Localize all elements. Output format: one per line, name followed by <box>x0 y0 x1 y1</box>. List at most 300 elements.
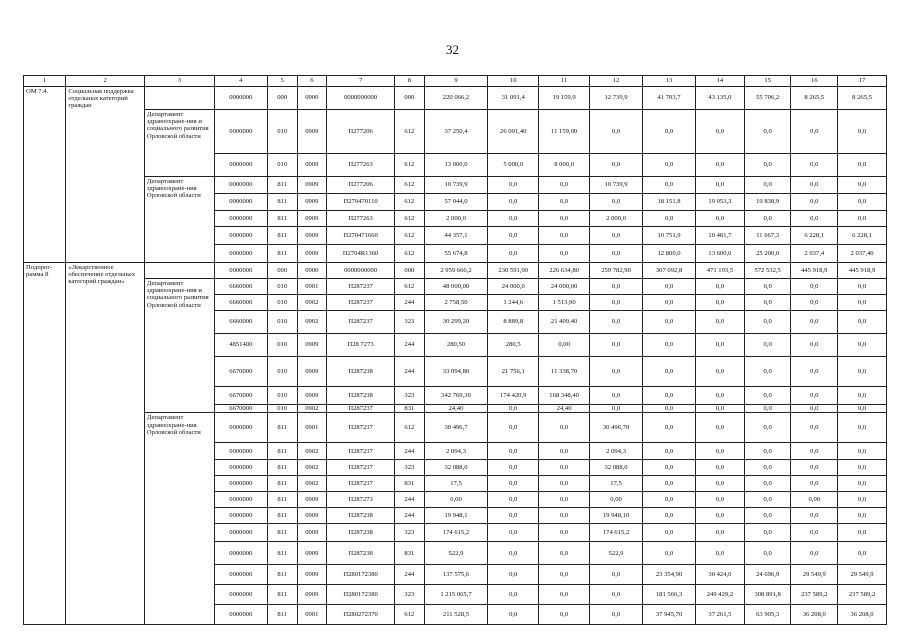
table-cell: 11 159,00 <box>539 110 590 154</box>
table-cell: 0,0 <box>838 524 887 542</box>
table-cell: 0000000 <box>214 263 267 279</box>
table-cell: 0,0 <box>539 227 590 245</box>
table-cell: 0,0 <box>539 413 590 443</box>
table-cell: 811 <box>267 211 297 227</box>
table-cell: 211 528,5 <box>424 605 488 625</box>
table-cell: 19 159,0 <box>539 87 590 110</box>
table-cell: 308 891,8 <box>744 585 791 605</box>
table-cell: 000 <box>395 87 425 110</box>
table-cell: 0,0 <box>488 245 539 263</box>
table-cell: 0,0 <box>696 460 745 476</box>
table-cell: П287237 <box>327 279 395 295</box>
table-cell: 0,0 <box>696 279 745 295</box>
table-cell: П277206 <box>327 110 395 154</box>
table-cell: 0000000 <box>214 194 267 211</box>
table-cell: 181 566,3 <box>643 585 696 605</box>
table-cell: 21 756,1 <box>488 357 539 387</box>
table-cell: 811 <box>267 476 297 492</box>
table-cell: 0000000 <box>214 476 267 492</box>
table-cell: 0000000 <box>214 443 267 460</box>
table-cell: 0,0 <box>539 460 590 476</box>
table-cell: 0,0 <box>488 542 539 565</box>
table-cell: 244 <box>395 357 425 387</box>
table-cell: 0,0 <box>488 605 539 625</box>
table-cell: 0909 <box>297 177 327 194</box>
table-cell: 1 513,90 <box>539 295 590 311</box>
table-cell: 0,0 <box>838 295 887 311</box>
table-cell: 0909 <box>297 492 327 508</box>
table-cell: 0,0 <box>838 405 887 413</box>
table-cell: 0,0 <box>696 154 745 177</box>
table-cell: 0,0 <box>539 245 590 263</box>
table-cell: П270470110 <box>327 194 395 211</box>
table-cell: П287238 <box>327 508 395 524</box>
table-cell: 0,0 <box>791 110 838 154</box>
table-cell: 0,0 <box>838 154 887 177</box>
table-cell: 11 338,70 <box>539 357 590 387</box>
table-cell: 0909 <box>297 565 327 585</box>
table-cell: 4851400 <box>214 334 267 357</box>
table-cell: 811 <box>267 245 297 263</box>
table-cell: 0,0 <box>590 110 643 154</box>
table-cell: 0,0 <box>838 357 887 387</box>
table-cell: П287273 <box>327 492 395 508</box>
table-cell: 811 <box>267 565 297 585</box>
table-cell: 0,0 <box>791 476 838 492</box>
table-cell: 17,5 <box>424 476 488 492</box>
table-cell: 6 228,1 <box>791 227 838 245</box>
table-cell: 0,0 <box>744 492 791 508</box>
table-cell: 811 <box>267 524 297 542</box>
table-cell: 0,00 <box>424 492 488 508</box>
table-cell: 0909 <box>297 211 327 227</box>
table-cell: 811 <box>267 413 297 443</box>
table-cell: 010 <box>267 279 297 295</box>
table-cell: 1 215 065,7 <box>424 585 488 605</box>
table-cell: 0,0 <box>791 279 838 295</box>
table-cell: 0,0 <box>744 443 791 460</box>
table-cell: 0,0 <box>488 443 539 460</box>
table-cell: 137 575,6 <box>424 565 488 585</box>
table-cell: 0,0 <box>791 405 838 413</box>
table-cell: 32 088,0 <box>424 460 488 476</box>
column-number: 14 <box>696 76 745 87</box>
table-cell: 0000000 <box>214 565 267 585</box>
table-cell: 10 739,9 <box>424 177 488 194</box>
table-cell: 831 <box>395 542 425 565</box>
table-cell: 0,0 <box>488 227 539 245</box>
table-cell: 43 135,0 <box>696 87 745 110</box>
table-cell: 0000000 <box>214 154 267 177</box>
table-cell: П277263 <box>327 154 395 177</box>
section-name: «Лекарственное обеспечение отдельных категорий граждан» <box>66 263 144 625</box>
table-cell: 0,0 <box>590 227 643 245</box>
table-cell: 30 299,20 <box>424 311 488 334</box>
table-cell: 0,0 <box>838 211 887 227</box>
table-cell: 25 200,0 <box>744 245 791 263</box>
table-cell: 8 265,5 <box>838 87 887 110</box>
table-cell: 11 667,3 <box>744 227 791 245</box>
table-cell: 10 739,9 <box>590 177 643 194</box>
table-cell: 0,0 <box>590 405 643 413</box>
table-cell: 0,0 <box>744 405 791 413</box>
table-cell: 30 496,7 <box>424 413 488 443</box>
table-cell: 0,0 <box>488 177 539 194</box>
table-cell: 37 945,70 <box>643 605 696 625</box>
table-cell: 612 <box>395 194 425 211</box>
table-cell: 0,0 <box>643 460 696 476</box>
column-number: 3 <box>144 76 214 87</box>
table-cell: 0,0 <box>791 194 838 211</box>
table-row <box>24 110 887 154</box>
table-cell: 0,0 <box>791 443 838 460</box>
column-number: 16 <box>791 76 838 87</box>
table-cell: 0,0 <box>643 154 696 177</box>
table-cell: 29 549,9 <box>838 565 887 585</box>
table-cell: 24 000,00 <box>539 279 590 295</box>
table-cell: 010 <box>267 295 297 311</box>
table-cell: 0,0 <box>643 295 696 311</box>
table-cell: П287237 <box>327 443 395 460</box>
table-cell: 0901 <box>297 279 327 295</box>
table-cell: 811 <box>267 194 297 211</box>
column-number: 15 <box>744 76 791 87</box>
table-cell: 0,0 <box>696 524 745 542</box>
column-number: 6 <box>297 76 327 87</box>
table-cell: 323 <box>395 311 425 334</box>
table-cell: 0000000 <box>214 227 267 245</box>
table-cell: 0,0 <box>791 387 838 405</box>
table-cell: П280172380 <box>327 565 395 585</box>
table-cell: 445 918,9 <box>838 263 887 279</box>
table-cell: 0000000 <box>214 211 267 227</box>
table-cell: 0909 <box>297 110 327 154</box>
table-cell: 0,0 <box>791 295 838 311</box>
table-cell: 0,0 <box>744 211 791 227</box>
table-cell: 0,0 <box>590 295 643 311</box>
table-cell: 323 <box>395 387 425 405</box>
table-cell: 0,0 <box>696 413 745 443</box>
table-cell: 19 838,9 <box>744 194 791 211</box>
table-cell: 174 615,2 <box>590 524 643 542</box>
table-cell: 0,0 <box>838 311 887 334</box>
table-cell: 0,0 <box>791 334 838 357</box>
table-cell: 010 <box>267 154 297 177</box>
column-number: 8 <box>395 76 425 87</box>
table-cell: 0000000 <box>214 524 267 542</box>
table-cell: 17,5 <box>590 476 643 492</box>
table-cell: 30 496,70 <box>590 413 643 443</box>
table-cell: 0,0 <box>488 585 539 605</box>
table-cell: 2 037,40 <box>838 245 887 263</box>
table-cell: 811 <box>267 443 297 460</box>
table-cell: 12 800,0 <box>643 245 696 263</box>
table-cell: 8 265,5 <box>791 87 838 110</box>
table-cell: 0,0 <box>838 334 887 357</box>
table-cell: 0,0 <box>539 443 590 460</box>
table-cell: 0909 <box>297 585 327 605</box>
table-cell: 0,0 <box>539 565 590 585</box>
table-row <box>24 413 887 443</box>
table-cell: 0,0 <box>539 508 590 524</box>
table-cell: 0000000 <box>214 605 267 625</box>
table-cell: П280272370 <box>327 605 395 625</box>
executor-cell: Департамент здравоохране-ния Орловской области <box>144 413 214 625</box>
table-cell: 48 000,00 <box>424 279 488 295</box>
table-cell: 0,0 <box>696 295 745 311</box>
table-cell: 0,0 <box>744 387 791 405</box>
table-cell: 811 <box>267 177 297 194</box>
table-cell: 244 <box>395 565 425 585</box>
table-cell: 32 088,0 <box>590 460 643 476</box>
table-cell: 0,0 <box>643 387 696 405</box>
table-cell: 0,0 <box>590 279 643 295</box>
table-cell: 572 532,5 <box>744 263 791 279</box>
table-cell: 0,0 <box>696 177 745 194</box>
table-cell: 0000000000 <box>327 263 395 279</box>
table-cell: 24 000,0 <box>488 279 539 295</box>
table-cell: 0,0 <box>744 279 791 295</box>
table-cell: 0,0 <box>643 492 696 508</box>
table-cell: 0000000 <box>214 585 267 605</box>
table-cell: 24,40 <box>539 405 590 413</box>
column-number: 4 <box>214 76 267 87</box>
table-cell: 5 000,0 <box>488 154 539 177</box>
table-cell: П287237 <box>327 476 395 492</box>
table-cell: 0,0 <box>791 524 838 542</box>
column-number: 2 <box>66 76 144 87</box>
table-cell: 0,0 <box>838 542 887 565</box>
table-cell: 0,0 <box>590 357 643 387</box>
table-cell: 18 151,8 <box>643 194 696 211</box>
table-cell: П280172380 <box>327 585 395 605</box>
table-cell: 0,0 <box>744 295 791 311</box>
table-cell: 0,0 <box>838 492 887 508</box>
table-cell: 8 000,0 <box>539 154 590 177</box>
table-cell: 0,0 <box>791 211 838 227</box>
column-number: 5 <box>267 76 297 87</box>
table-cell: 0000000 <box>214 413 267 443</box>
table-cell: 0,0 <box>539 492 590 508</box>
table-cell: 0,0 <box>791 177 838 194</box>
table-cell: 811 <box>267 508 297 524</box>
table-cell: 280,5 <box>488 334 539 357</box>
table-cell: 0,0 <box>488 508 539 524</box>
table-cell: 0,0 <box>643 334 696 357</box>
table-cell: П287238 <box>327 524 395 542</box>
table-cell: 6660000 <box>214 279 267 295</box>
table-cell: 0909 <box>297 357 327 387</box>
table-cell: 226 634,80 <box>539 263 590 279</box>
section-total-row <box>24 87 887 110</box>
table-cell: 0000000 <box>214 177 267 194</box>
table-cell: 0,0 <box>696 508 745 524</box>
table-cell: 0909 <box>297 524 327 542</box>
table-cell: 0,00 <box>791 492 838 508</box>
table-cell: 0,0 <box>744 476 791 492</box>
table-cell: 811 <box>267 605 297 625</box>
table-cell: 0902 <box>297 405 327 413</box>
table-cell: 6670000 <box>214 387 267 405</box>
table-cell: 0,0 <box>643 311 696 334</box>
table-cell: 0,0 <box>590 245 643 263</box>
table-cell: 0,0 <box>590 605 643 625</box>
table-row <box>24 177 887 194</box>
table-cell: 0,0 <box>539 605 590 625</box>
table-cell: 0,0 <box>643 357 696 387</box>
table-cell: П277206 <box>327 177 395 194</box>
table-cell: 0,0 <box>539 585 590 605</box>
table-cell: 0,0 <box>744 110 791 154</box>
table-cell: 0,0 <box>488 211 539 227</box>
table-cell: П270471660 <box>327 227 395 245</box>
table-cell: 10 751,9 <box>643 227 696 245</box>
table-cell: 0,0 <box>539 177 590 194</box>
table-cell: 24,40 <box>424 405 488 413</box>
table-cell: 0900 <box>297 263 327 279</box>
table-cell: 612 <box>395 605 425 625</box>
executor-cell <box>144 87 214 110</box>
table-cell: 0,0 <box>838 508 887 524</box>
table-cell: 0,0 <box>539 211 590 227</box>
table-cell: 0,0 <box>539 476 590 492</box>
table-cell: 6660000 <box>214 311 267 334</box>
table-cell: 0909 <box>297 154 327 177</box>
table-cell: 6660000 <box>214 295 267 311</box>
table-cell: 811 <box>267 492 297 508</box>
table-cell: 55 706,2 <box>744 87 791 110</box>
table-cell: 41 703,7 <box>643 87 696 110</box>
table-cell: П287237 <box>327 405 395 413</box>
table-cell: 0,0 <box>838 110 887 154</box>
table-cell: 0909 <box>297 334 327 357</box>
table-cell: 0,0 <box>643 413 696 443</box>
section-code: ОМ 7.4. <box>24 87 66 263</box>
table-cell: 0,0 <box>696 387 745 405</box>
table-cell: 29 549,9 <box>791 565 838 585</box>
table-cell: 0,0 <box>696 211 745 227</box>
table-cell: 0902 <box>297 295 327 311</box>
table-cell: 010 <box>267 387 297 405</box>
table-cell: 0,0 <box>791 413 838 443</box>
table-cell: 0901 <box>297 605 327 625</box>
table-cell: 0,0 <box>488 194 539 211</box>
table-cell: 0,0 <box>838 194 887 211</box>
table-cell: 26 091,40 <box>488 110 539 154</box>
table-cell: П2704R1360 <box>327 245 395 263</box>
table-cell: 0,0 <box>590 565 643 585</box>
table-cell: 0000000 <box>214 492 267 508</box>
table-cell: 000 <box>267 263 297 279</box>
table-cell: 0,0 <box>696 492 745 508</box>
table-cell: 0000000 <box>214 87 267 110</box>
table-cell: 0,0 <box>488 405 539 413</box>
table-cell: 612 <box>395 279 425 295</box>
table-cell: 244 <box>395 508 425 524</box>
table-cell: 0902 <box>297 476 327 492</box>
table-cell: 10 481,7 <box>696 227 745 245</box>
section-total-row <box>24 263 887 279</box>
table-cell: 0909 <box>297 227 327 245</box>
table-cell: 174 615,2 <box>424 524 488 542</box>
table-cell: 0,0 <box>539 542 590 565</box>
table-cell: П277263 <box>327 211 395 227</box>
table-cell: 811 <box>267 585 297 605</box>
table-cell: 0,0 <box>744 524 791 542</box>
column-number: 13 <box>643 76 696 87</box>
table-cell: 0000000 <box>214 110 267 154</box>
table-cell: 612 <box>395 413 425 443</box>
table-cell: 2 758,50 <box>424 295 488 311</box>
table-cell: П287237 <box>327 413 395 443</box>
table-cell: 522,9 <box>590 542 643 565</box>
table-cell: 010 <box>267 110 297 154</box>
table-cell: 0,0 <box>643 211 696 227</box>
table-cell: 0909 <box>297 542 327 565</box>
table-cell: 811 <box>267 227 297 245</box>
table-cell: 0,0 <box>643 177 696 194</box>
table-cell: 831 <box>395 405 425 413</box>
table-cell: 174 420,9 <box>488 387 539 405</box>
section-code: Подпрог-рамма 8 <box>24 263 66 625</box>
section-name: Социальная поддержка отдельных категорий граждан <box>66 87 144 263</box>
table-cell: 0000000 <box>214 508 267 524</box>
table-cell: 323 <box>395 524 425 542</box>
table-cell: 6 228,1 <box>838 227 887 245</box>
table-cell: 2 000,0 <box>590 211 643 227</box>
table-cell: 0,0 <box>696 334 745 357</box>
table-cell: 19 948,10 <box>590 508 643 524</box>
table-cell: 0901 <box>297 413 327 443</box>
table-cell: 0,0 <box>590 154 643 177</box>
table-cell: 220 066,2 <box>424 87 488 110</box>
table-cell: 244 <box>395 334 425 357</box>
table-cell: 0,0 <box>590 311 643 334</box>
table-cell: 0,00 <box>590 492 643 508</box>
table-cell: 307 092,8 <box>643 263 696 279</box>
column-number: 11 <box>539 76 590 87</box>
table-cell: 0,0 <box>696 357 745 387</box>
table-cell: 0,0 <box>643 508 696 524</box>
table-cell: 2 094,3 <box>424 443 488 460</box>
table-cell: 0,0 <box>590 585 643 605</box>
table-cell: 010 <box>267 405 297 413</box>
table-cell: 0,0 <box>791 542 838 565</box>
table-cell: 0,0 <box>488 492 539 508</box>
table-cell: 30 424,0 <box>696 565 745 585</box>
table-cell: 522,9 <box>424 542 488 565</box>
table-cell: 323 <box>395 460 425 476</box>
table-cell: 0,0 <box>643 405 696 413</box>
table-cell: 0,0 <box>744 154 791 177</box>
table-cell: 0,0 <box>488 476 539 492</box>
table-cell: 2 959 666,2 <box>424 263 488 279</box>
table-cell: 612 <box>395 177 425 194</box>
table-cell: 57 044,0 <box>424 194 488 211</box>
executor-cell: Департамент здравоохране-ния и социального развития Орловской области <box>144 279 214 413</box>
table-cell: 0,0 <box>744 542 791 565</box>
table-cell: 230 591,90 <box>488 263 539 279</box>
table-cell: 010 <box>267 357 297 387</box>
table-cell: 0,0 <box>744 334 791 357</box>
table-cell: 0,0 <box>838 443 887 460</box>
table-cell: 0,0 <box>838 387 887 405</box>
table-cell: 24 696,9 <box>744 565 791 585</box>
table-cell: 63 905,3 <box>744 605 791 625</box>
table-cell: 0902 <box>297 443 327 460</box>
table-cell: 13 000,0 <box>424 154 488 177</box>
table-cell: 13 600,0 <box>696 245 745 263</box>
